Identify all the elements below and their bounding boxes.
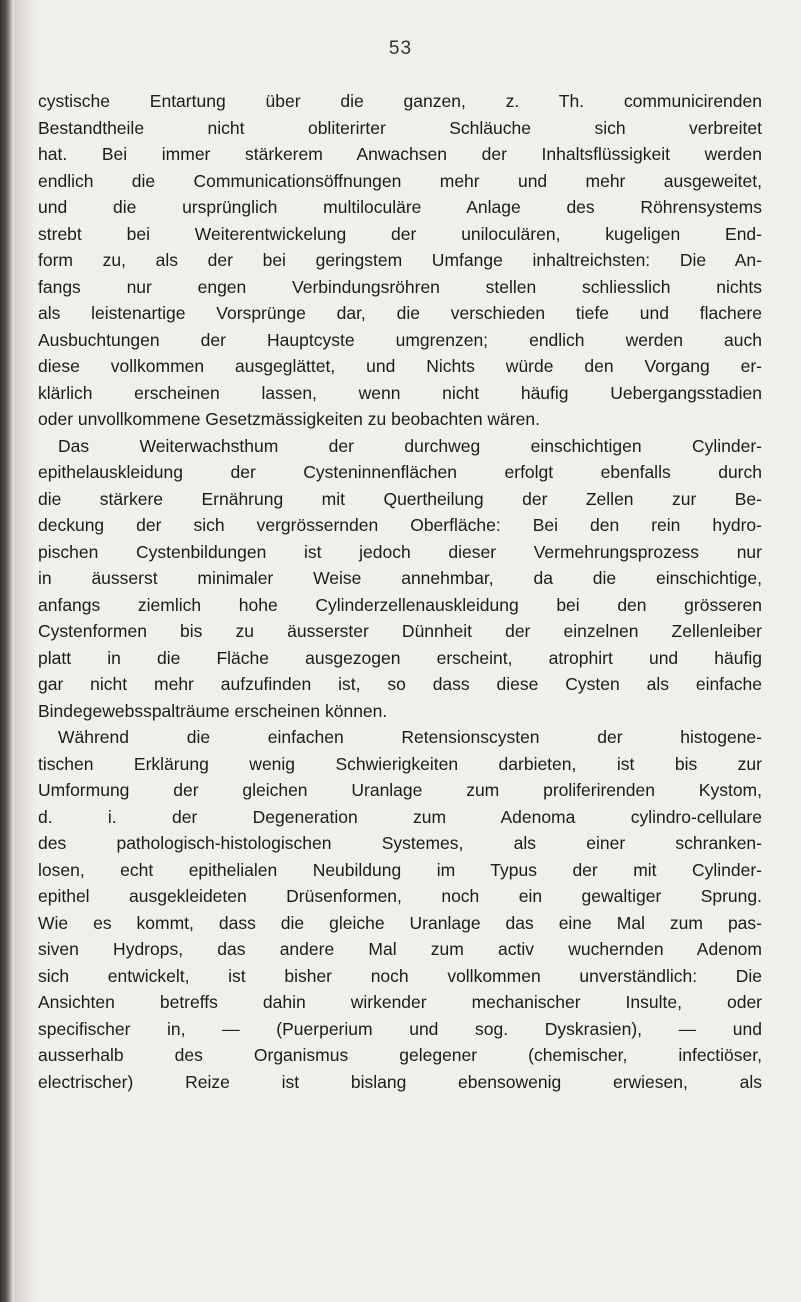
text-line: als leistenartige Vorsprünge dar, die verschieden tiefe und flachere bbox=[38, 303, 762, 323]
text-line: ausserhalb des Organismus gelegener (chemischer, infectiöser, bbox=[38, 1045, 762, 1065]
text-line: die stärkere Ernährung mit Quertheilung der Zellen zur Be- bbox=[38, 488, 762, 509]
text-line: strebt bei Weiterentwickelung der uniloculären, kugeligen End- bbox=[38, 223, 762, 244]
text-line: epithel ausgekleideten Drüsenformen, noch ein gewaltiger Sprung. bbox=[38, 886, 762, 906]
text-line: fangs nur engen Verbindungsröhren stellen schliesslich nichts bbox=[38, 276, 762, 297]
text-line: Wie es kommt, dass die gleiche Uranlage das eine Mal zum pas- bbox=[38, 912, 762, 933]
text-line: diese vollkommen ausgeglättet, und Nichts würde den Vorgang er- bbox=[38, 356, 762, 376]
paragraph-2 bbox=[38, 433, 762, 725]
text-line: hat. Bei immer stärkerem Anwachsen der Inhaltsflüssigkeit werden bbox=[38, 144, 762, 164]
text-line: Ausbuchtungen der Hauptcyste umgrenzen; endlich werden auch bbox=[38, 329, 762, 350]
text-line: in äusserst minimaler Weise annehmbar, da die einschichtige, bbox=[38, 568, 762, 588]
text-line: losen, echt epithelialen Neubildung im Typus der mit Cylinder- bbox=[38, 859, 762, 880]
text-line: epithelauskleidung der Cysteninnenflächen erfolgt ebenfalls durch bbox=[38, 462, 762, 482]
text-line: und die ursprünglich multiloculäre Anlage des Röhrensystems bbox=[38, 197, 762, 217]
paragraph-3 bbox=[38, 724, 762, 1095]
text-line: sich entwickelt, ist bisher noch vollkommen unverständlich: Die bbox=[38, 965, 762, 986]
text-line: specifischer in, — (Puerperium und sog. Dyskrasien), — und bbox=[38, 1018, 762, 1039]
text-line: gar nicht mehr aufzufinden ist, so dass diese Cysten als einfache bbox=[38, 674, 762, 694]
text-line: d. i. der Degeneration zum Adenoma cylindro-cellulare bbox=[38, 806, 762, 827]
body-text bbox=[38, 88, 762, 1095]
text-line: Umformung der gleichen Uranlage zum proliferirenden Kystom, bbox=[38, 780, 762, 800]
text-line: Während die einfachen Retensionscysten der histogene- bbox=[58, 727, 762, 747]
text-line: pischen Cystenbildungen ist jedoch dieser Vermehrungsprozess nur bbox=[38, 541, 762, 562]
text-line: form zu, als der bei geringstem Umfange inhaltreichsten: Die An- bbox=[38, 250, 762, 270]
text-line: cystische Entartung über die ganzen, z. Th. communicirenden bbox=[38, 91, 762, 111]
text-line: Bindegewebsspalträume erscheinen können. bbox=[38, 700, 388, 721]
text-line: Das Weiterwachsthum der durchweg einschichtigen Cylinder- bbox=[58, 435, 762, 456]
text-line: des pathologisch-histologischen Systemes, als einer schranken- bbox=[38, 833, 762, 853]
text-line: oder unvollkommene Gesetzmässigkeiten zu beobachten wären. bbox=[38, 409, 540, 429]
text-line: Ansichten betreffs dahin wirkender mechanischer Insulte, oder bbox=[38, 992, 762, 1012]
text-line: anfangs ziemlich hohe Cylinderzellenauskleidung bei den grösseren bbox=[38, 594, 762, 615]
page-gutter-shadow bbox=[14, 0, 36, 1302]
text-line: Cystenformen bis zu äusserster Dünnheit der einzelnen Zellenleiber bbox=[38, 621, 762, 641]
text-line: tischen Erklärung wenig Schwierigkeiten darbieten, ist bis zur bbox=[38, 753, 762, 774]
text-line: deckung der sich vergrössernden Oberfläche: Bei den rein hydro- bbox=[38, 515, 762, 535]
text-line: Bestandtheile nicht obliterirter Schläuche sich verbreitet bbox=[38, 117, 762, 138]
text-line: electrischer) Reize ist bislang ebensowenig erwiesen, als bbox=[38, 1071, 762, 1092]
text-line: endlich die Communicationsöffnungen mehr und mehr ausgeweitet, bbox=[38, 170, 762, 191]
page-binding-edge bbox=[0, 0, 14, 1302]
text-line: platt in die Fläche ausgezogen erscheint, atrophirt und häufig bbox=[38, 647, 762, 668]
paragraph-1 bbox=[38, 88, 762, 433]
text-line: siven Hydrops, das andere Mal zum activ wuchernden Adenom bbox=[38, 939, 762, 959]
page-number: 53 bbox=[388, 38, 413, 59]
text-line: klärlich erscheinen lassen, wenn nicht häufig Uebergangsstadien bbox=[38, 382, 762, 403]
